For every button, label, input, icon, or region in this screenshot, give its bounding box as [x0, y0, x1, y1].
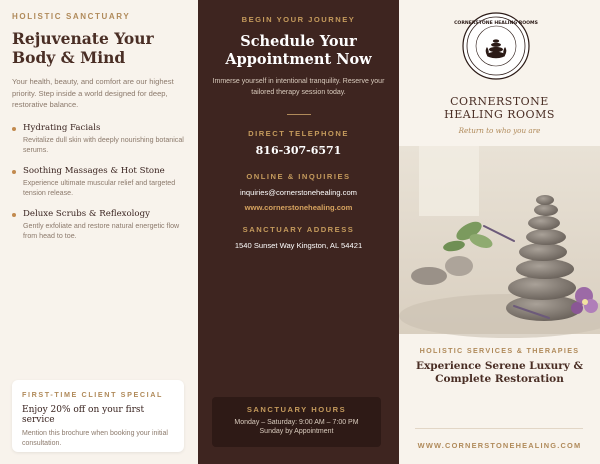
online-label: ONLINE & INQUIRIES	[246, 172, 351, 181]
services-headline	[399, 360, 600, 386]
hours-label: SANCTUARY HOURS	[246, 405, 347, 414]
hours-weekday: Monday – Saturday: 9:00 AM – 7:00 PM	[234, 419, 359, 426]
website-footer-link[interactable]: WWW.CORNERSTONEHEALING.COM	[417, 441, 582, 450]
service-desc: Experience ultimate muscular relief and targeted tension release.	[23, 178, 176, 197]
schedule-title-line1: Schedule Your	[240, 33, 357, 50]
service-title: Hydrating Facials	[23, 122, 101, 133]
logo-seal-icon	[454, 12, 538, 80]
left-headline: Rejuvenate Your Body & Mind	[12, 29, 154, 67]
brand-line1: CORNERSTONE	[450, 95, 549, 108]
schedule-title-line2: Appointment Now	[225, 51, 372, 68]
services-headline-line1: Experience Serene Luxury &	[416, 360, 583, 372]
middle-eyebrow: BEGIN YOUR JOURNEY	[241, 15, 356, 24]
phone-label: DIRECT TELEPHONE	[248, 129, 349, 138]
service-item	[12, 123, 186, 155]
schedule-subtitle: Immerse yourself in intentional tranquility. Reserve your tailored therapy session today.	[212, 78, 385, 96]
brand-name	[399, 95, 600, 121]
schedule-title	[198, 33, 399, 69]
svg-text:CORNERSTONE HEALING ROOMS: CORNERSTONE HEALING ROOMS	[454, 21, 538, 26]
service-title: Soothing Massages & Hot Stone	[23, 165, 165, 176]
first-time-special-card	[12, 380, 184, 452]
service-item	[12, 209, 186, 241]
address-text: 1540 Sunset Way Kingston, AL 54421	[234, 241, 363, 250]
special-desc: Mention this brochure when booking your initial consultation.	[22, 430, 168, 447]
divider	[415, 428, 583, 429]
right-panel	[399, 0, 600, 464]
email-link[interactable]: inquiries@cornerstonehealing.com	[239, 188, 358, 197]
service-item	[12, 166, 186, 198]
special-title: Enjoy 20% off on your first service	[22, 405, 145, 425]
service-desc: Revitalize dull skin with deeply nourishing botanical serums.	[23, 135, 184, 154]
phone-number[interactable]: 816-307-6571	[255, 144, 342, 157]
brand-tagline: Return to who you are	[458, 126, 541, 135]
website-link[interactable]: www.cornerstonehealing.com	[244, 203, 353, 212]
divider	[287, 114, 311, 115]
brand-line2: HEALING ROOMS	[444, 108, 555, 121]
left-intro: Your health, beauty, and comfort are our highest priority. Step inside a world designed for deep, restorative balance.	[12, 77, 174, 109]
bullet-icon	[12, 213, 16, 217]
service-desc: Gently exfoliate and restore natural energetic flow from head to toe.	[23, 221, 180, 240]
stacked-stones-photo	[399, 146, 600, 334]
services-eyebrow: HOLISTIC SERVICES & THERAPIES	[419, 346, 580, 355]
middle-panel	[198, 0, 399, 464]
service-title: Deluxe Scrubs & Reflexology	[23, 208, 150, 219]
hours-box	[212, 397, 381, 447]
left-eyebrow: HOLISTIC SANCTUARY	[12, 12, 131, 21]
hours-sunday: Sunday by Appointment	[259, 428, 334, 435]
bullet-icon	[12, 127, 16, 131]
bullet-icon	[12, 170, 16, 174]
special-eyebrow: FIRST-TIME CLIENT SPECIAL	[22, 390, 164, 399]
left-panel	[0, 0, 198, 464]
address-label: SANCTUARY ADDRESS	[242, 225, 355, 234]
services-headline-line2: Complete Restoration	[435, 373, 564, 385]
